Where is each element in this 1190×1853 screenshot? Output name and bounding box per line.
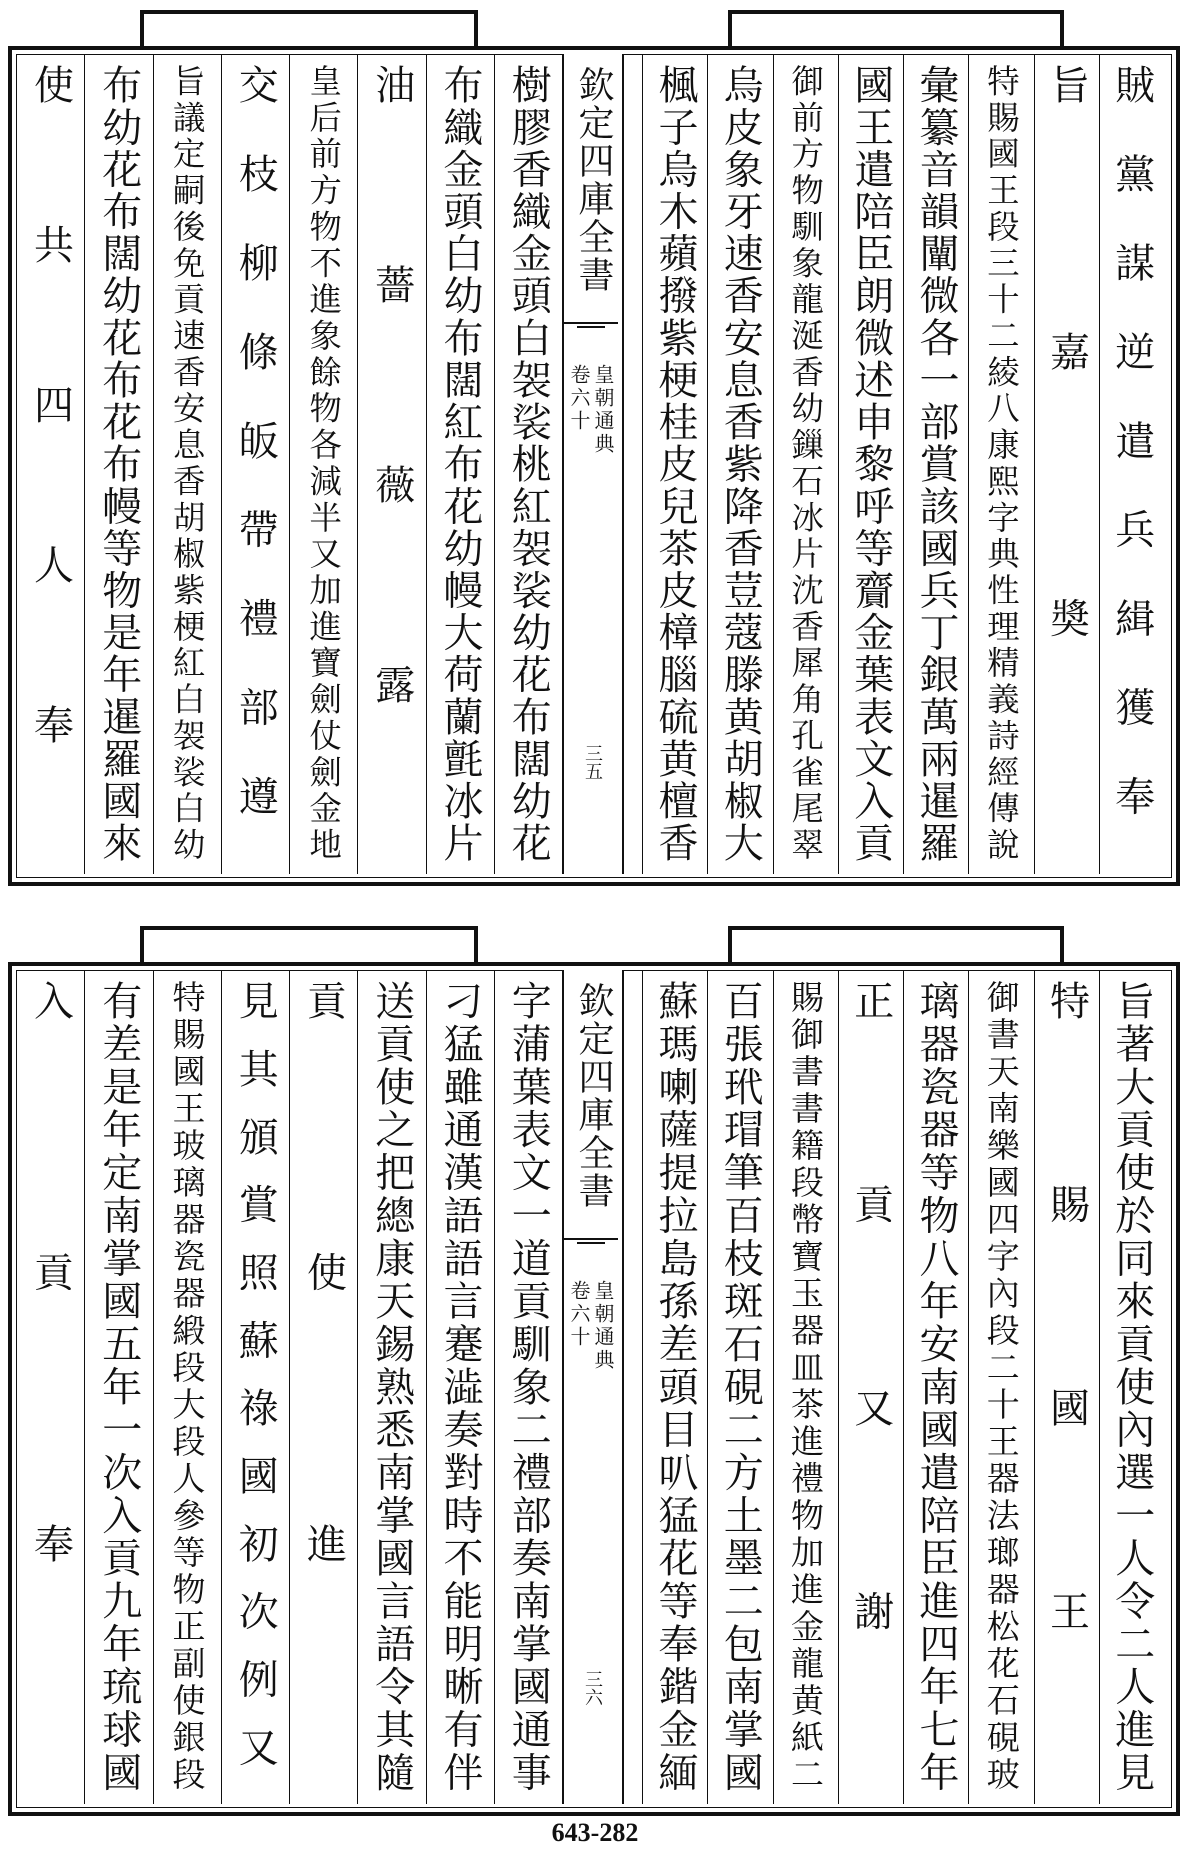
column-text: 入貢奉 [27, 980, 74, 1794]
text-column [494, 54, 562, 874]
top-page-number: 三五 [582, 744, 603, 780]
text-column [838, 54, 903, 874]
text-column [84, 970, 152, 1804]
top-volume-line1: 皇朝通典 [591, 364, 615, 456]
column-text: 送貢使之把總康天錫熟悉南掌國言語令其隨 [368, 980, 415, 1794]
text-column [1034, 54, 1099, 874]
text-column [968, 54, 1033, 874]
text-column [1099, 54, 1164, 874]
column-text: 蘇瑪喇薩提拉島孫差頭目叭猛花等奉鍇金緬 [652, 980, 698, 1794]
column-text: 樹膠香織金頭白袈裟桃紅袈裟幼花布闊幼花 [505, 64, 552, 864]
text-column [642, 970, 707, 1804]
text-column [707, 54, 772, 874]
column-text: 烏皮象牙速香安息香紫降香荳蔻滕黄胡椒大 [717, 64, 764, 864]
bottom-book-title: 欽定四庫全書 [573, 982, 614, 1210]
text-column [426, 970, 494, 1804]
column-text: 御前方物馴象龍涎香幼鏁石冰片沈香犀角孔雀尾翠 [786, 64, 825, 864]
text-column [16, 54, 84, 874]
top-columns-right [642, 54, 1164, 874]
text-column [289, 970, 357, 1804]
column-text: 彙纂音韻闡微各一部賞該國兵丁銀萬兩暹羅 [913, 64, 959, 864]
column-text: 賜御書書籍段幣寶玉器皿茶進禮物加進金龍黄紙二 [786, 980, 825, 1794]
column-text: 旨著大貢使於同來貢使內選一人令二人進見 [1108, 980, 1155, 1794]
column-text: 使共四人奉 [27, 64, 74, 864]
bottom-fish-tail-mark [564, 1238, 618, 1256]
column-text: 有差是年定南掌國五年一次入貢九年琉球國 [95, 980, 142, 1794]
bottom-page-number: 三六 [582, 1670, 603, 1706]
text-column [153, 970, 221, 1804]
bottom-columns-right [642, 970, 1164, 1804]
bottom-center-spine [562, 970, 624, 1804]
text-column [707, 970, 772, 1804]
top-book-title: 欽定四庫全書 [573, 66, 614, 294]
text-column [1099, 970, 1164, 1804]
column-text: 交枝柳條皈帶禮部遵 [232, 64, 279, 864]
column-text: 特賜國王段三十二綾八康熙字典性理精義詩經傳說 [982, 64, 1021, 864]
text-column [221, 54, 289, 874]
column-text: 油薔薇露 [368, 64, 415, 864]
column-text: 正貢又謝 [847, 980, 894, 1794]
column-text: 字蒲葉表文一道貢馴象二禮部奏南掌國通事 [505, 980, 552, 1794]
text-column [968, 970, 1033, 1804]
column-text: 旨嘉奬 [1043, 64, 1090, 864]
text-column [903, 54, 968, 874]
text-column [84, 54, 152, 874]
column-text: 皇后前方物不進象餘物各減半又加進寶劍仗劍金地 [304, 64, 343, 864]
column-text: 特賜國王玻璃器瓷器緞段大段人參等物正副使銀段 [167, 980, 207, 1794]
column-text: 旨議定嗣後免貢速香安息香胡椒紫梗紅白袈裟白幼 [168, 64, 207, 864]
text-column [16, 970, 84, 1804]
column-text: 布幼花布闊幼花布花布幔等物是年暹羅國來 [95, 64, 142, 864]
column-text: 御書天南樂國四字內段二十王器法瑯器松花石硯玻 [981, 980, 1021, 1794]
bottom-volume-line2: 卷六十 [567, 1280, 591, 1349]
text-column [773, 970, 838, 1804]
text-column [426, 54, 494, 874]
column-text: 百張玳瑁筆百枝斑石硯二方土墨二包南掌國 [717, 980, 764, 1794]
column-text: 布織金頭白幼布闊紅布花幼幔大荷蘭氈冰片 [437, 64, 483, 864]
column-text: 特賜國王 [1043, 980, 1090, 1794]
column-text: 國王遣陪臣朗微述申黎呼等齎金葉表文入貢 [847, 64, 894, 864]
bottom-volume-line1: 皇朝通典 [591, 1280, 615, 1372]
text-column [289, 54, 357, 874]
column-text: 楓子烏木蘋撥紫梗桂皮兒茶皮樟腦硫黄檀香 [652, 64, 698, 864]
text-column [494, 970, 562, 1804]
top-center-spine [562, 54, 624, 874]
page-footer-number: 643-282 [551, 1818, 639, 1847]
text-column [903, 970, 968, 1804]
top-volume-line2: 卷六十 [567, 364, 591, 433]
column-text: 貢使進 [300, 980, 347, 1794]
text-column [838, 970, 903, 1804]
text-column [1034, 970, 1099, 1804]
text-column [357, 54, 425, 874]
text-column [642, 54, 707, 874]
column-text: 刁猛雖通漢語語言蹇澁奏對時不能明晰有伴 [437, 980, 483, 1794]
column-text: 賊黨謀逆遣兵緝獲奉 [1108, 64, 1155, 864]
column-text: 璃器瓷器等物八年安南國遣陪臣進四年七年 [913, 980, 959, 1794]
text-column [357, 970, 425, 1804]
bottom-columns-left [16, 970, 562, 1804]
text-column [773, 54, 838, 874]
bottom-page [0, 918, 1190, 1818]
text-column [153, 54, 221, 874]
text-column [221, 970, 289, 1804]
top-page [0, 0, 1190, 900]
column-text: 見其頒賞照蘇祿國初次例又 [232, 980, 279, 1794]
top-fish-tail-mark [564, 322, 618, 340]
top-columns-left [16, 54, 562, 874]
